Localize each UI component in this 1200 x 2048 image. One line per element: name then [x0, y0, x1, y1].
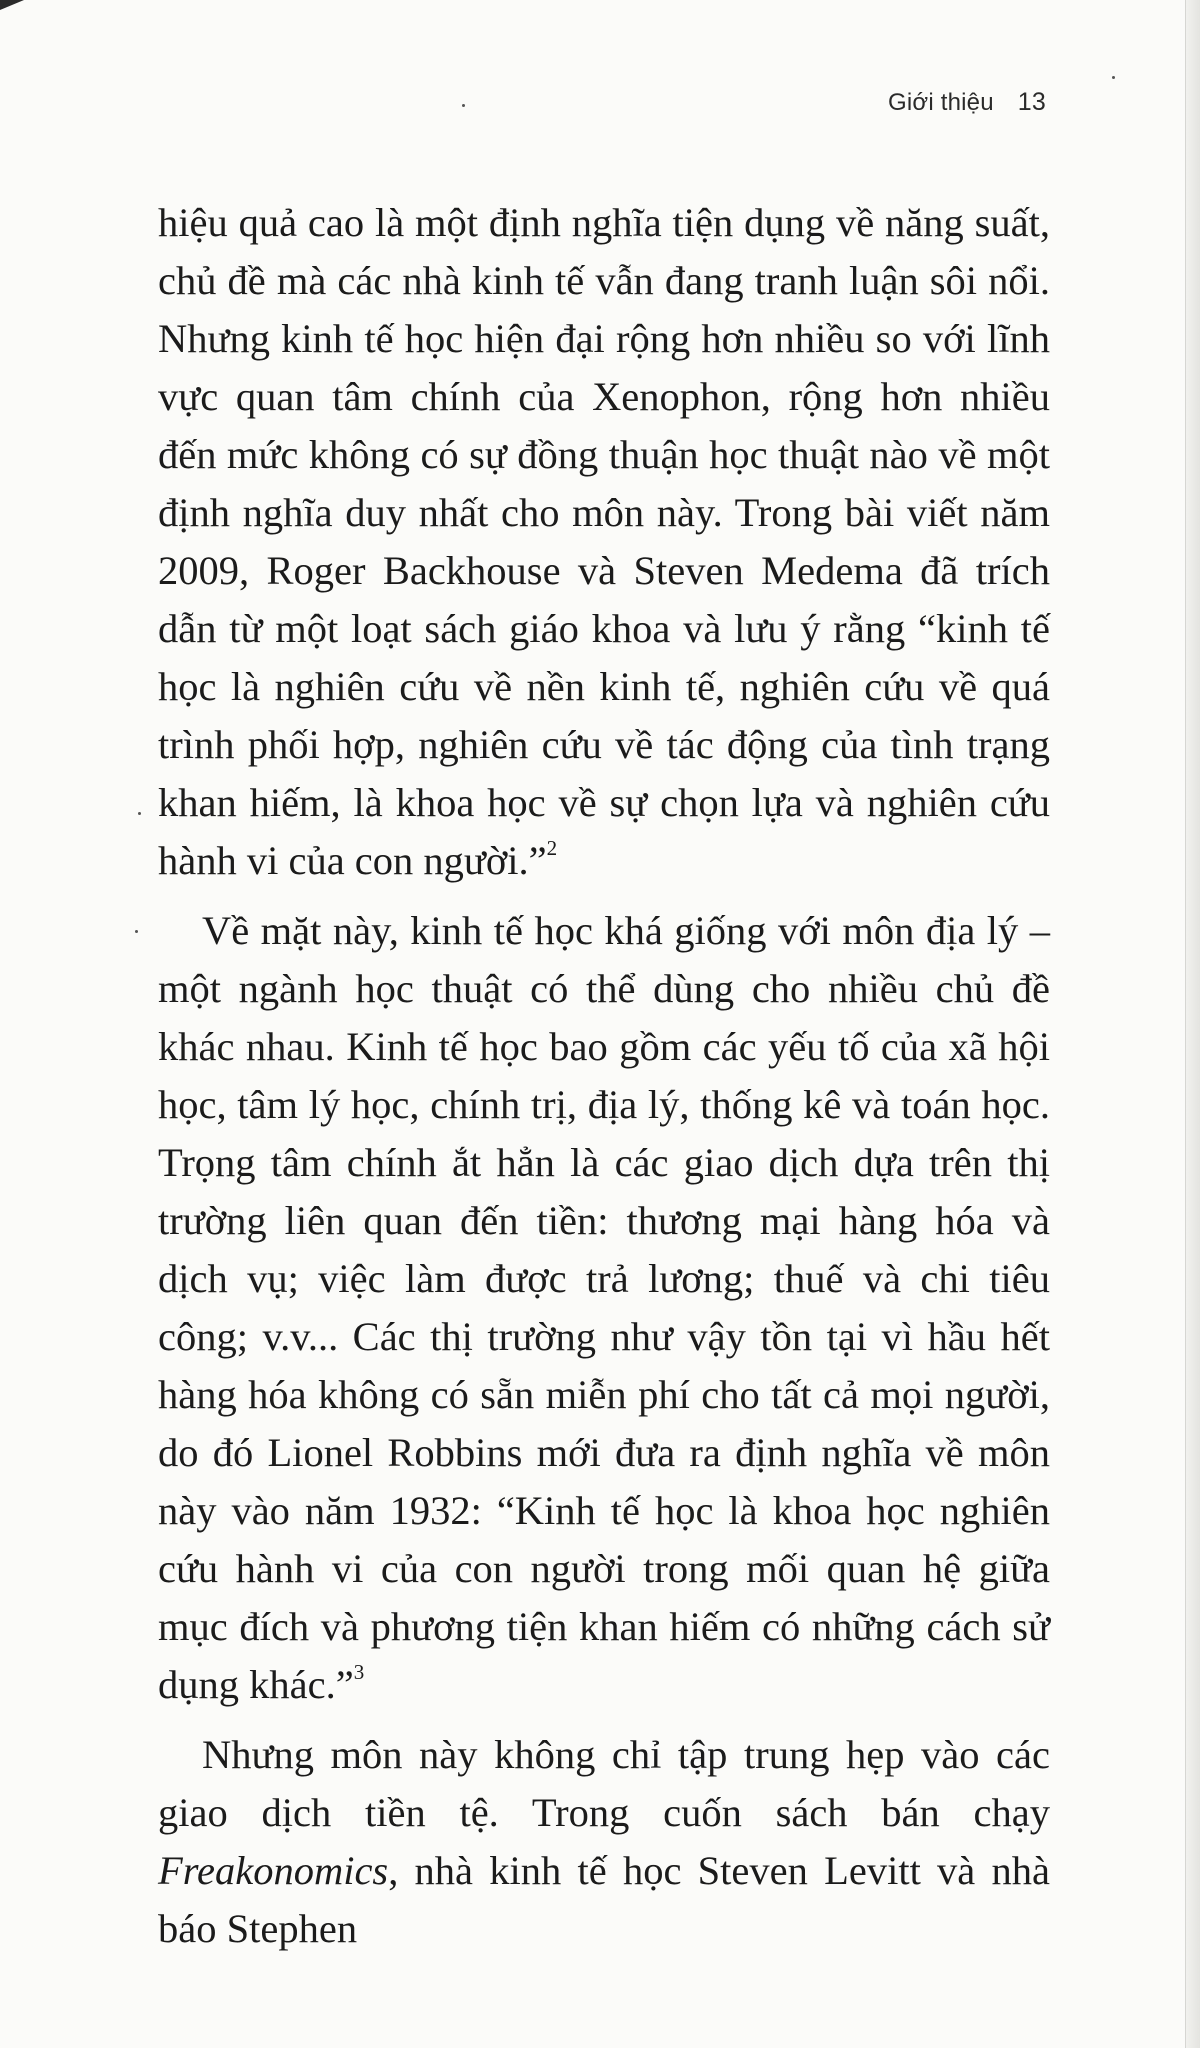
scan-speck — [462, 104, 465, 107]
footnote-ref-3: 3 — [353, 1660, 365, 1685]
paragraph-1 — [158, 194, 1050, 890]
paragraph-3 — [158, 1726, 1050, 1958]
scan-speck — [1112, 76, 1115, 79]
running-header — [888, 88, 1046, 117]
book-title-freakonomics: Freakonomics — [158, 1848, 389, 1893]
paragraph-2-text: Về mặt này, kinh tế học khá giống với môn địa lý – một ngành học thuật có thể dùng cho nhiều chủ đề khác nhau. Kinh tế học bao gồm các yếu tố của xã hội học, tâm lý học, chính trị, địa lý, thống kê và toán học. Trọng tâm chính ắt hẳn là các giao dịch dựa trên thị trường liên quan đến tiền: thương mại hàng hóa và dịch vụ; việc làm được trả lương; thuế và chi tiêu công; v.v... Các thị trường như vậy tồn tại vì hầu hết hàng hóa không có sẵn miễn phí cho tất cả mọi người, do đó Lionel Robbins mới đưa ra định nghĩa về môn này vào năm 1932: “Kinh tế học là khoa học nghiên cứu hành vi của con người trong mối quan hệ giữa mục đích và phương tiện khan hiếm có những cách sử dụng khác.” — [158, 908, 1050, 1707]
footnote-ref-2: 2 — [546, 836, 558, 861]
body-text — [158, 194, 1050, 1958]
paragraph-3-text-start: Nhưng môn này không chỉ tập trung hẹp vào các giao dịch tiền tệ. Trong cuốn sách bán chạy — [158, 1732, 1050, 1835]
scan-speck — [138, 812, 141, 815]
section-title: Giới thiệu — [888, 89, 994, 116]
paragraph-1-text: hiệu quả cao là một định nghĩa tiện dụng về năng suất, chủ đề mà các nhà kinh tế vẫn đang tranh luận sôi nổi. Nhưng kinh tế học hiện đại rộng hơn nhiều so với lĩnh vực quan tâm chính của Xenophon, rộng hơn nhiều đến mức không có sự đồng thuận học thuật nào về một định nghĩa duy nhất cho môn này. Trong bài viết năm 2009, Roger Backhouse và Steven Medema đã trích dẫn từ một loạt sách giáo khoa và lưu ý rằng “kinh tế học là nghiên cứu về nền kinh tế, nghiên cứu về quá trình phối hợp, nghiên cứu về tác động của tình trạng khan hiếm, là khoa học về sự chọn lựa và nghiên cứu hành vi của con người.” — [158, 200, 1050, 883]
corner-scan-mark — [0, 0, 24, 10]
scan-speck — [135, 930, 138, 933]
page-number: 13 — [1017, 88, 1046, 116]
page-edge — [1185, 0, 1200, 2048]
paragraph-3-text-end: , nhà kinh tế học Steven Levitt và nhà báo Stephen — [158, 1848, 1050, 1951]
paragraph-2 — [158, 902, 1050, 1714]
